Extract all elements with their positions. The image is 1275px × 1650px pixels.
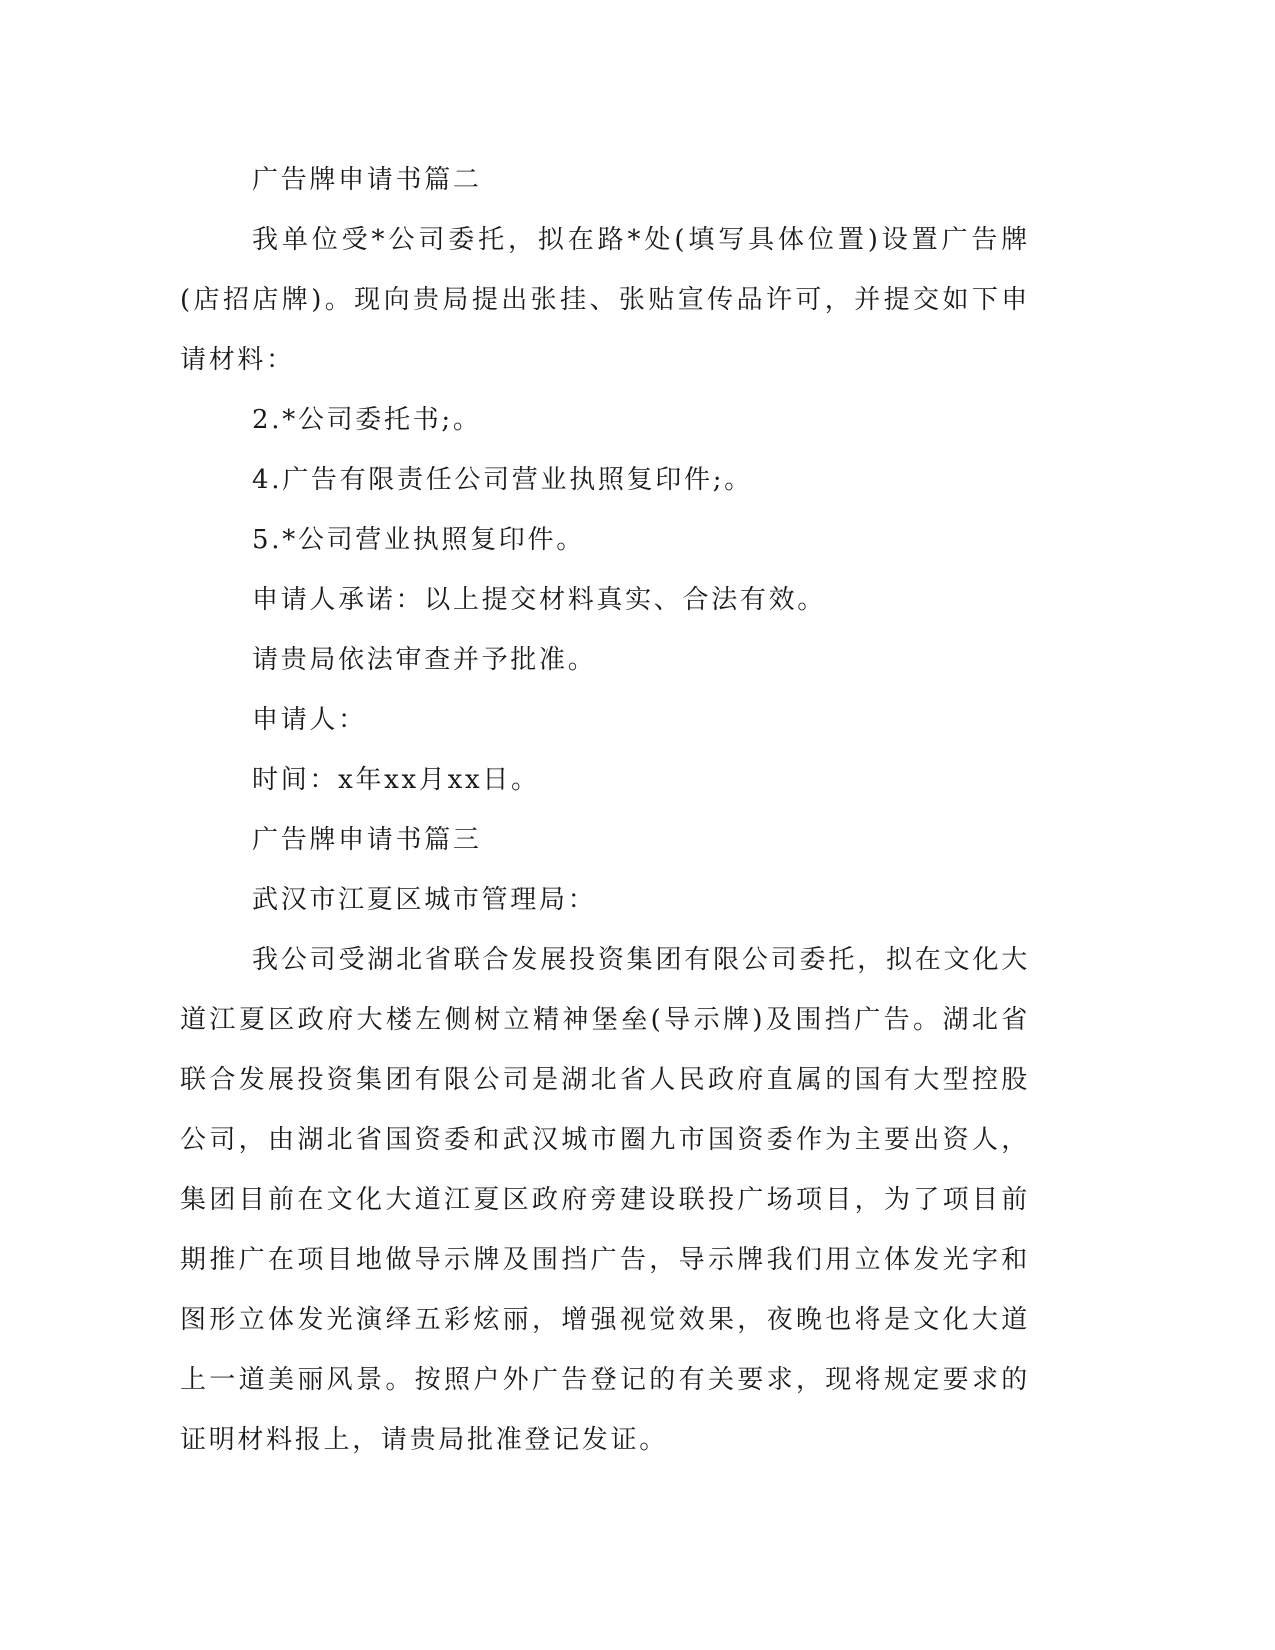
addressee-line: 武汉市江夏区城市管理局： <box>252 885 597 915</box>
approval-request: 请贵局依法审查并予批准。 <box>252 645 597 675</box>
application-statement-paragraph: 我单位受*公司委托，拟在路*处(填写具体位置)设置广告牌(店招店牌)。现向贵局提出张挂、张贴宣传品许可，并提交如下申请材料： <box>180 225 1030 375</box>
document-body <box>180 150 1030 1470</box>
applicant-line: 申请人： <box>252 705 367 735</box>
section-heading-part-three: 广告牌申请书篇三 <box>252 825 482 855</box>
applicant-commitment: 申请人承诺：以上提交材料真实、合法有效。 <box>252 585 827 615</box>
material-item-5: 5.*公司营业执照复印件。 <box>252 525 585 555</box>
date-line: 时间：x年xx月xx日。 <box>252 765 540 795</box>
material-item-4: 4.广告有限责任公司营业执照复印件;。 <box>252 465 753 495</box>
material-item-2: 2.*公司委托书;。 <box>252 405 482 435</box>
section-heading-part-two: 广告牌申请书篇二 <box>252 165 482 195</box>
body-paragraph: 我公司受湖北省联合发展投资集团有限公司委托，拟在文化大道江夏区政府大楼左侧树立精神堡垒(导示牌)及围挡广告。湖北省联合发展投资集团有限公司是湖北省人民政府直属的国有大型控股公司，由湖北省国资委和武汉城市圈九市国资委作为主要出资人，集团目前在文化大道江夏区政府旁建设联投广场项目，为了项目前期推广在项目地做导示牌及围挡广告，导示牌我们用立体发光字和图形立体发光演绎五彩炫丽，增强视觉效果，夜晚也将是文化大道上一道美丽风景。按照户外广告登记的有关要求，现将规定要求的证明材料报上，请贵局批准登记发证。 <box>180 945 1030 1455</box>
